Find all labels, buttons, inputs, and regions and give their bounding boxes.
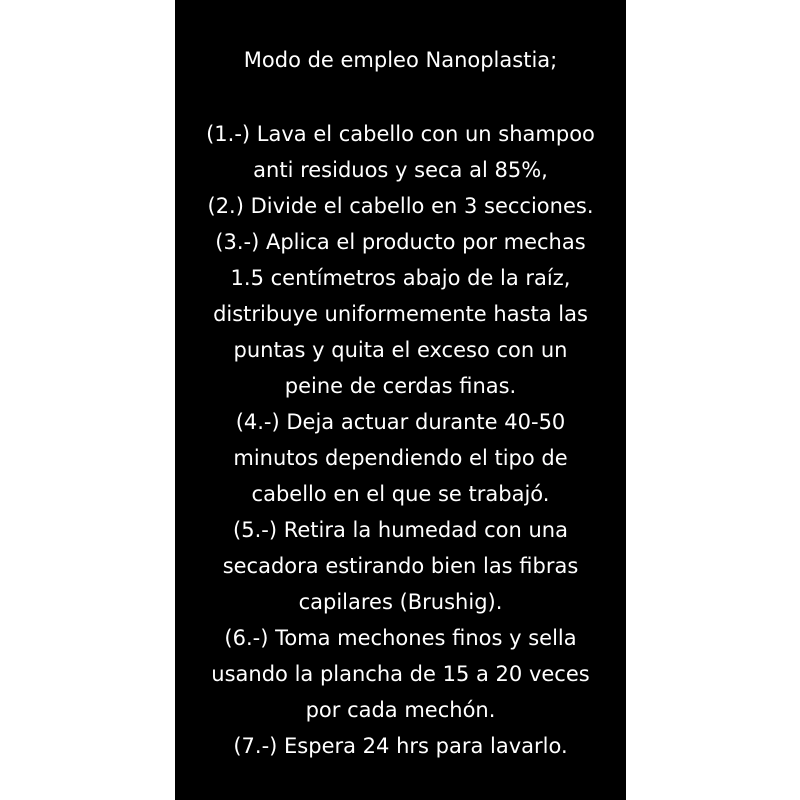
instruction-line: capilares (Brushig). [298, 590, 503, 614]
instruction-line: puntas y quita el exceso con un [233, 338, 568, 362]
instruction-line: (2.) Divide el cabello en 3 secciones. [207, 194, 594, 218]
instruction-line: secadora estirando bien las fibras [222, 554, 579, 578]
instruction-panel [175, 0, 626, 800]
instruction-line: (7.-) Espera 24 hrs para lavarlo. [233, 734, 568, 758]
instruction-line: peine de cerdas finas. [284, 374, 517, 398]
instruction-line: por cada mechón. [305, 698, 496, 722]
instruction-line: minutos dependiendo el tipo de [233, 446, 568, 470]
instruction-line: (6.-) Toma mechones finos y sella [224, 626, 577, 650]
instruction-line: (3.-) Aplica el producto por mechas [215, 230, 586, 254]
instruction-line: usando la plancha de 15 a 20 veces [211, 662, 590, 686]
instruction-line: distribuye uniformemente hasta las [213, 302, 588, 326]
document-title: Modo de empleo Nanoplastia; [243, 48, 558, 72]
instruction-line: (5.-) Retira la humedad con una [233, 518, 568, 542]
instruction-line: (4.-) Deja actuar durante 40-50 [235, 410, 566, 434]
instruction-line: 1.5 centímetros abajo de la raíz, [230, 266, 571, 290]
instruction-line: (1.-) Lava el cabello con un shampoo [206, 122, 595, 146]
instruction-line: anti residuos y seca al 85%, [253, 158, 548, 182]
instruction-line: cabello en el que se trabajó. [251, 482, 550, 506]
